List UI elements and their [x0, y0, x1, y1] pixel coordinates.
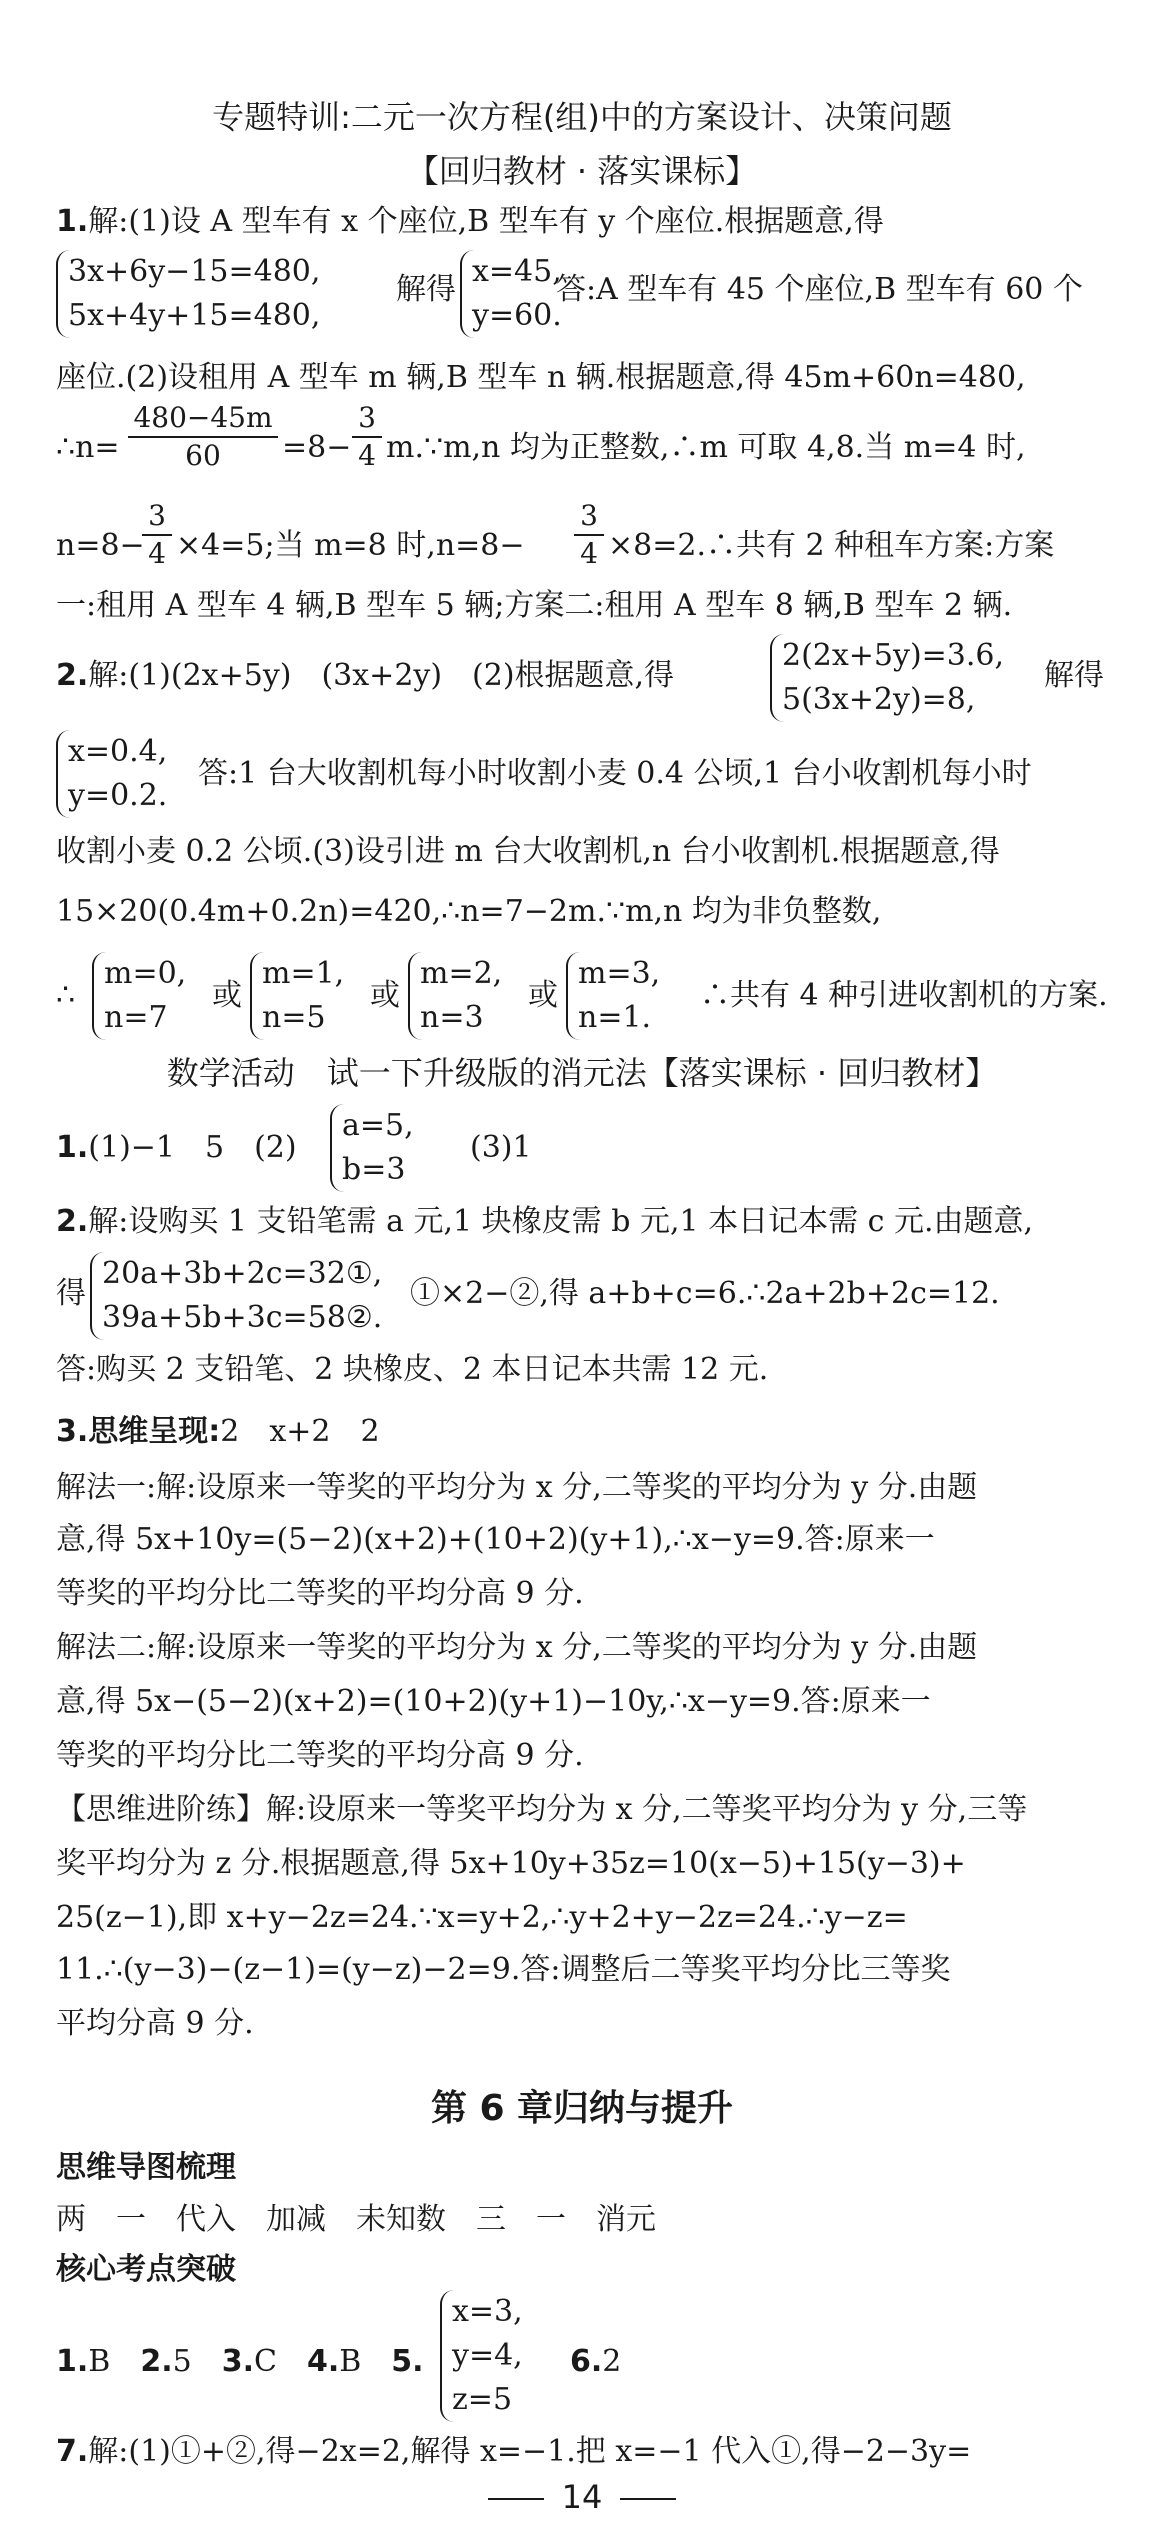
- q1-system: a=5, b=3: [330, 1104, 414, 1192]
- p2-line-1: 2.解:(1)(2x+5y) (3x+2y) (2)根据题意,得: [56, 658, 675, 693]
- core-q7-line: 7.解:(1)①+②,得−2x=2,解得 x=−1.把 x=−1 代入①,得−2−3y=: [56, 2434, 972, 2469]
- q2-de: 得: [56, 1276, 86, 1311]
- p2-case-1: m=0, n=7: [92, 952, 186, 1040]
- p1-fraction-2: $\frac{3}{4}$: [352, 400, 382, 474]
- q3-head: 3.思维呈现:2 x+2 2: [56, 1414, 380, 1449]
- section-title-activity: 数学活动 试一下升级版的消元法【落实课标 · 回归教材】: [166, 1054, 998, 1092]
- q3-extension-line3: 25(z−1),即 x+y−2z=24.∵x=y+2,∴y+2+y−2z=24.∴y−z=: [56, 1900, 908, 1935]
- q3-method2-line3: 等奖的平均分比二等奖的平均分高 9 分.: [56, 1738, 584, 1773]
- q2-line-1: 2.解:设购买 1 支铅笔需 a 元,1 块橡皮需 b 元,1 本日记本需 c 元.由题意,: [56, 1204, 1034, 1239]
- q2-system: 20a+3b+2c=32①, 39a+5b+3c=58②.: [90, 1252, 382, 1340]
- p1-number: 1.: [56, 204, 89, 239]
- mindmap-label: 思维导图梳理: [56, 2150, 236, 2185]
- p2-line-4: 15×20(0.4m+0.2n)=420,∴n=7−2m.∵m,n 均为非负整数,: [56, 894, 882, 929]
- p2-line-3: 收割小麦 0.2 公顷.(3)设引进 m 台大收割机,n 台小收割机.根据题意,得: [56, 834, 1000, 869]
- p1-answer-text: 答:A 型车有 45 个座位,B 型车有 60 个: [556, 272, 1083, 307]
- q3-method2-line2: 意,得 5x−(5−2)(x+2)=(10+2)(y+1)−10y,∴x−y=9.答:原来一: [56, 1684, 931, 1719]
- p2-line-2: 答:1 台大收割机每小时收割小麦 0.4 公顷,1 台小收割机每小时: [198, 756, 1032, 791]
- p1-line-5c: ×8=2.∴共有 2 种租车方案:方案: [608, 528, 1055, 563]
- core-label: 核心考点突破: [56, 2252, 236, 2287]
- p1-line-3: 座位.(2)设租用 A 型车 m 辆,B 型车 n 辆.根据题意,得 45m+60n=480,: [56, 360, 1026, 395]
- p2-solution-system: x=0.4, y=0.2.: [56, 730, 167, 818]
- page-title: 专题特训:二元一次方程(组)中的方案设计、决策问题: [212, 98, 952, 136]
- p2-or-3: 或: [528, 978, 558, 1013]
- p2-or-2: 或: [370, 978, 400, 1013]
- p2-solve-text: 解得: [1044, 658, 1104, 693]
- q3-method1-line1: 解法一:解:设原来一等奖的平均分为 x 分,二等奖的平均分为 y 分.由题: [56, 1470, 978, 1505]
- page-number-dash-right: [620, 2498, 676, 2500]
- p1-solve-text: 解得: [396, 272, 456, 307]
- p1-line-5a: n=8−: [56, 528, 145, 563]
- section-subtitle: 【回归教材 · 落实课标】: [406, 152, 758, 190]
- page-number-dash-left: [488, 2498, 544, 2500]
- q1-part3: (3)1: [470, 1130, 532, 1165]
- p1-fraction-3: $\frac{3}{4}$: [142, 498, 172, 572]
- p1-fraction-1: $\frac{480-45m}{60}$: [128, 400, 278, 474]
- p2-equation-system: 2(2x+5y)=3.6, 5(3x+2y)=8,: [770, 634, 1004, 722]
- p1-solution-system: x=45, y=60.: [460, 250, 562, 338]
- p2-case-3: m=2, n=3: [408, 952, 502, 1040]
- p1-equation-system: 3x+6y−15=480, 5x+4y+15=480,: [56, 250, 320, 338]
- p2-therefore: ∴: [56, 978, 76, 1013]
- q3-extension-line4: 11.∴(y−3)−(z−1)=(y−z)−2=9.答:调整后二等奖平均分比三等奖: [56, 1952, 951, 1987]
- core-answers-row: 1.B 2.5 3.C 4.B 5.: [56, 2344, 424, 2379]
- q2-line-2b: ①×2−②,得 a+b+c=6.∴2a+2b+2c=12.: [410, 1276, 1000, 1311]
- p2-case-4: m=3, n=1.: [566, 952, 660, 1040]
- q3-extension-line5: 平均分高 9 分.: [56, 2006, 254, 2041]
- page-number: 14: [0, 2478, 1164, 2516]
- core-q6: 6.2: [570, 2344, 622, 2379]
- p1-line-4b: =8−: [282, 430, 352, 465]
- q3-method1-line2: 意,得 5x+10y=(5−2)(x+2)+(10+2)(y+1),∴x−y=9.答:原来一: [56, 1522, 935, 1557]
- q1-line: 1.(1)−1 5 (2): [56, 1130, 297, 1165]
- q3-method2-line1: 解法二:解:设原来一等奖的平均分为 x 分,二等奖的平均分为 y 分.由题: [56, 1630, 978, 1665]
- p1-fraction-4: $\frac{3}{4}$: [574, 498, 604, 572]
- chapter-title: 第 6 章归纳与提升: [430, 2088, 734, 2129]
- p1-line-1: 1.解:(1)设 A 型车有 x 个座位,B 型车有 y 个座位.根据题意,得: [56, 204, 884, 239]
- p2-conclusion: ∴共有 4 种引进收割机的方案.: [700, 978, 1108, 1013]
- p2-case-2: m=1, n=5: [250, 952, 344, 1040]
- p1-line-6: 一:租用 A 型车 4 辆,B 型车 5 辆;方案二:租用 A 型车 8 辆,B 型车 2 辆.: [56, 588, 1013, 623]
- p1-line-4c: m.∵m,n 均为正整数,∴m 可取 4,8.当 m=4 时,: [386, 430, 1026, 465]
- p1-line-4a: ∴n=: [56, 430, 120, 465]
- q3-method1-line3: 等奖的平均分比二等奖的平均分高 9 分.: [56, 1576, 584, 1611]
- mindmap-answers: 两 一 代入 加减 未知数 三 一 消元: [56, 2202, 656, 2237]
- p2-or-1: 或: [212, 978, 242, 1013]
- q2-line-3: 答:购买 2 支铅笔、2 块橡皮、2 本日记本共需 12 元.: [56, 1352, 769, 1387]
- q3-extension-line1: 【思维进阶练】解:设原来一等奖平均分为 x 分,二等奖平均分为 y 分,三等: [56, 1792, 1028, 1827]
- p1-line-5b: ×4=5;当 m=8 时,n=8−: [176, 528, 525, 563]
- core-q5-system: x=3, y=4, z=5: [440, 2290, 523, 2422]
- q3-extension-line2: 奖平均分为 z 分.根据题意,得 5x+10y+35z=10(x−5)+15(y−3)+: [56, 1846, 966, 1881]
